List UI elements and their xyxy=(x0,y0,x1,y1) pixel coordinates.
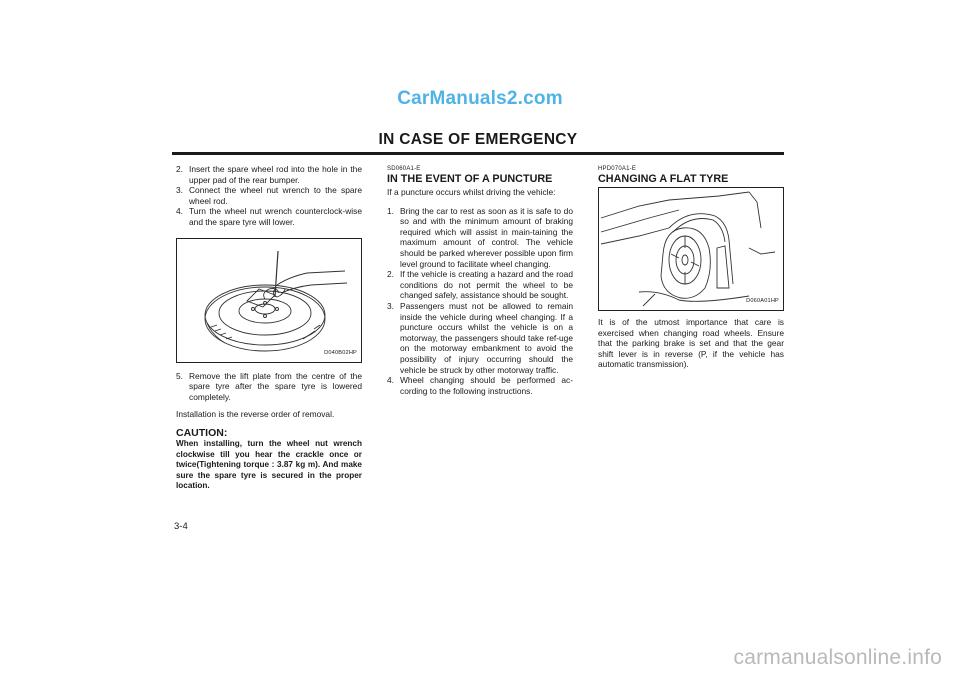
spare-wheel-illustration xyxy=(177,239,361,362)
caution-heading: CAUTION: xyxy=(176,426,228,439)
step-number: 4. xyxy=(176,206,183,217)
caution-text: When installing, turn the wheel nut wrench clockwise till you hear the crackle once or twice(Tightening torque : 3.87 kg m). And make sure the spare tyre is secured in the proper location. xyxy=(176,438,362,491)
section-heading: CHANGING A FLAT TYRE xyxy=(598,173,729,185)
left-column xyxy=(176,164,362,492)
puncture-steps xyxy=(387,206,573,397)
flat-tyre-figure xyxy=(598,187,784,311)
flat-tyre-paragraph: It is of the utmost importance that care is exercised when changing road wheels. Ensure that the parking brake is set and that the gear shift lever is in reverse (P, if the vehicle has automatic transmission). xyxy=(598,317,784,370)
step-number: 3. xyxy=(387,300,394,311)
watermark-top[interactable]: CarManuals2.com xyxy=(397,88,563,109)
step-number: 2. xyxy=(387,269,394,280)
step-item xyxy=(176,185,362,206)
step-item xyxy=(176,371,362,403)
step-item xyxy=(387,301,573,375)
step-item xyxy=(176,206,362,227)
spare-wheel-figure xyxy=(176,238,362,363)
page-title: IN CASE OF EMERGENCY xyxy=(378,131,578,148)
watermark-bottom: carmanualsonline.info xyxy=(733,646,942,669)
step-item xyxy=(387,375,573,396)
step-number: 5. xyxy=(176,370,183,381)
installation-note: Installation is the reverse order of removal. xyxy=(176,409,335,420)
figure-code: D040B02HP xyxy=(324,349,357,356)
middle-column xyxy=(387,165,573,396)
step-number: 4. xyxy=(387,375,394,386)
title-rule xyxy=(172,152,784,155)
step-text: Turn the wheel nut wrench counterclock-wise and the spare tyre will lower. xyxy=(189,206,362,227)
step-text: Connect the wheel nut wrench to the spare wheel rod. xyxy=(189,185,362,206)
section-code: HPD070A1-E xyxy=(598,166,637,172)
step-text: Remove the lift plate from the centre of the spare tyre after the spare tyre is lowered completely. xyxy=(189,370,362,402)
step-text: If the vehicle is creating a hazard and the road conditions do not permit the wheel to be changed safely, assistance should be sought. xyxy=(400,269,573,301)
flat-tyre-illustration xyxy=(599,188,783,310)
step-number: 1. xyxy=(387,205,394,216)
step-text: Passengers must not be allowed to remain inside the vehicle during wheel changing. If a puncture occurs whilst the vehicle is on a motorway, the passengers should take ref-uge on the motorway embankment to avoid the possibility of injury occurring should the vehicle be struck by other motorway traffic. xyxy=(400,300,573,375)
right-column xyxy=(598,165,784,376)
step-text: Insert the spare wheel rod into the hole in the upper pad of the rear bumper. xyxy=(189,164,362,185)
step-item xyxy=(176,164,362,185)
steps-list-bottom xyxy=(176,371,362,403)
steps-list-top xyxy=(176,164,362,228)
figure-code: D060A01HP xyxy=(746,298,779,305)
step-text: Wheel changing should be performed ac-cording to the following instructions. xyxy=(400,375,573,396)
section-heading: IN THE EVENT OF A PUNCTURE xyxy=(387,173,553,185)
page-number: 3-4 xyxy=(174,521,188,532)
section-code: SD060A1-E xyxy=(387,166,421,172)
step-number: 3. xyxy=(176,185,183,196)
step-item xyxy=(387,206,573,270)
step-item xyxy=(387,269,573,301)
step-text: Bring the car to rest as soon as it is safe to do so and with the minimum amount of braking required which will assist in main-taining the maximum amount of control. The vehicle should be parked wherever possible upon firm level ground to facilitate wheel changing. xyxy=(400,205,573,269)
step-number: 2. xyxy=(176,164,183,174)
intro-text: If a puncture occurs whilst driving the vehicle: xyxy=(387,187,556,197)
